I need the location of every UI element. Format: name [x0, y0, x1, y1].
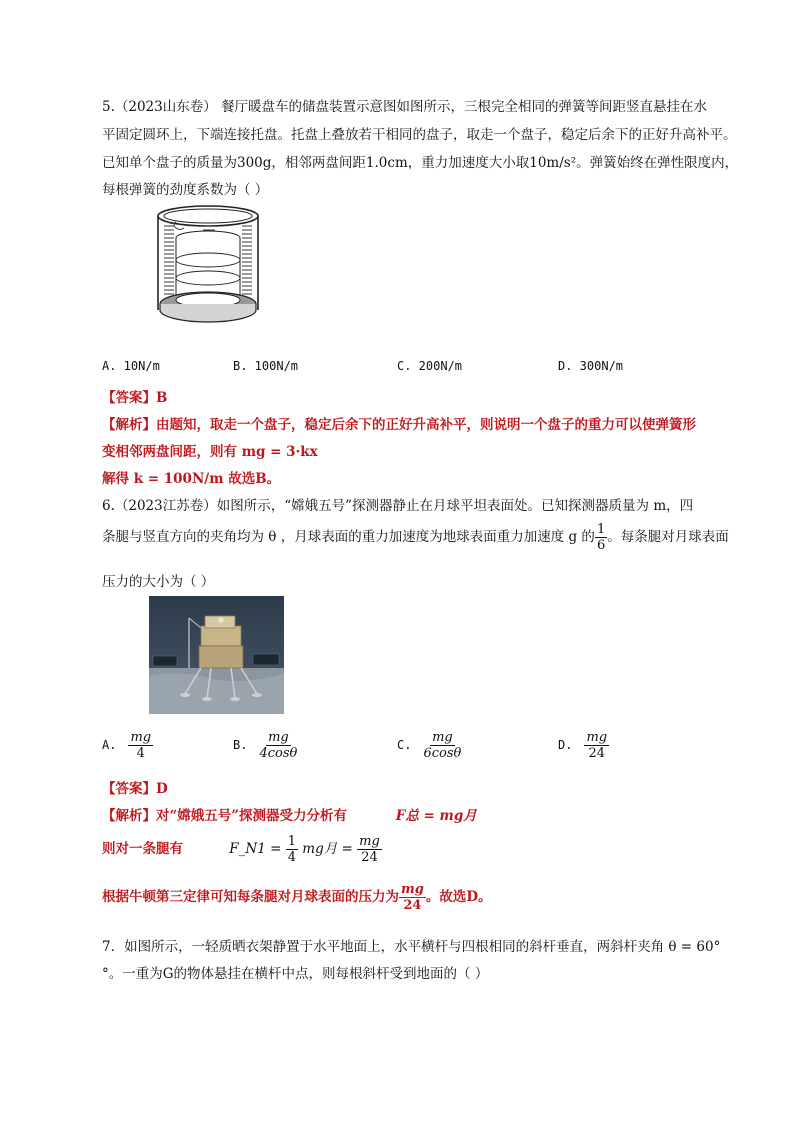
q6-option-a-denominator: 4: [136, 746, 145, 761]
q6-option-a-label: A.: [102, 738, 117, 752]
q5-stem-line1: 5.（2023山东卷） 餐厅暖盘车的储盘装置示意图如图所示，三根完全相同的弹簧等间距竖直悬挂在水: [102, 99, 708, 115]
q6-one-sixth-fraction: [595, 522, 607, 553]
q6-analysis-line1-text: 【解析】对“嫦娥五号”探测器受力分析有: [102, 808, 348, 824]
q6-analysis-24-denominator: 24: [361, 850, 378, 865]
q6-analysis-line2-eq-mid: mg月 =: [302, 841, 353, 857]
q6-analysis-line2-text: 则对一条腿有: [102, 841, 183, 857]
q6-option-b-fraction: [259, 730, 297, 761]
q6-analysis-mg-numerator: mg: [359, 834, 380, 849]
q6-option-b: [233, 730, 297, 761]
q6-analysis-line3-text: 根据牛顿第三定律可知每条腿对月球表面的压力为: [102, 889, 399, 905]
q5-option-a: A. 10N/m: [102, 359, 160, 373]
q6-stem-line2-text: 条腿与竖直方向的夹角均为 θ ，月球表面的重力加速度为地球表面重力加速度 g 的: [102, 529, 595, 545]
q6-analysis-line2: [102, 834, 382, 865]
q6-option-c-numerator: mg: [432, 730, 453, 745]
q6-stem-line2-tail: 。每条腿对月球表面: [607, 529, 729, 545]
q5-answer: 【答案】B: [102, 390, 168, 406]
q5-stem-line4: 每根弹簧的劲度系数为（ ）: [102, 182, 269, 198]
q6-analysis-line2-eq-left: F_N1 =: [229, 841, 282, 857]
q6-option-d-numerator: mg: [586, 730, 608, 745]
q6-option-c-fraction: [423, 730, 461, 761]
q5-stem-line2: 平固定圆环上，下端连接托盘。托盘上叠放若干相同的盘子，取走一个盘子，稳定后余下的正好升高补平。: [102, 127, 737, 143]
q6-option-d-denominator: 24: [588, 746, 606, 761]
q6-analysis-quarter-numerator: 1: [287, 834, 296, 849]
q5-stem-line3: 已知单个盘子的质量为300g，相邻两盘间距1.0cm，重力加速度大小取10m/s²。弹簧始终在弹性限度内，: [102, 155, 739, 171]
q6-analysis-quarter-denominator: 4: [287, 850, 296, 865]
q6-analysis-line3-numerator: mg: [401, 882, 424, 897]
q7-stem-line1: 7．如图所示，一轻质晒衣架静置于水平地面上，水平横杆与四根相同的斜杆垂直，两斜杆夹角 θ = 60°: [102, 939, 721, 955]
q6-option-a-fraction: [128, 730, 153, 761]
q5-option-c: C. 200N/m: [397, 359, 463, 373]
q6-answer: 【答案】D: [102, 781, 168, 797]
q6-option-c-denominator: 6cosθ: [423, 746, 462, 761]
q5-analysis-line3: 解得 k = 100N/m 故选B。: [102, 471, 281, 487]
q6-stem-line1: 6.（2023江苏卷）如图所示，“嫦娥五号”探测器静止在月球平坦表面处。已知探测器质量为 m，四: [102, 498, 694, 514]
q6-stem-line3: 压力的大小为（ ）: [102, 574, 215, 590]
q6-option-d-label: D.: [558, 738, 573, 752]
q6-analysis-line1-equation: F总 = mg月: [395, 808, 477, 824]
q5-option-b: B. 100N/m: [233, 359, 299, 373]
q6-analysis-line3-fraction: [399, 882, 426, 913]
q6-option-b-denominator: 4cosθ: [259, 746, 298, 761]
q6-option-d: [558, 730, 609, 761]
q6-analysis-line3-denominator: 24: [403, 898, 422, 913]
q6-option-a-numerator: mg: [130, 730, 152, 745]
q6-fraction-denominator: 6: [596, 538, 606, 553]
q6-fraction-numerator: 1: [596, 522, 606, 537]
q6-stem-line2: [102, 522, 729, 553]
q6-analysis-mg-24-fraction: [357, 834, 382, 865]
chang-e-5-lander-photo: [149, 596, 284, 714]
q6-option-a: [102, 730, 153, 761]
q6-option-c-label: C.: [397, 738, 412, 752]
spring-plate-device-figure: [148, 200, 268, 335]
q5-analysis-line1: 【解析】由题知，取走一个盘子，稳定后余下的正好升高补平，则说明一个盘子的重力可以使弹簧形: [102, 417, 696, 433]
q6-option-c: [397, 730, 461, 761]
q6-analysis-line1: [102, 804, 477, 824]
q6-option-b-numerator: mg: [268, 730, 289, 745]
q6-analysis-quarter-fraction: [286, 834, 298, 865]
q6-analysis-line3-tail: 。故选D。: [425, 889, 492, 905]
q5-option-d: D. 300N/m: [558, 359, 624, 373]
q5-analysis-line2: 变相邻两盘间距，则有 mg = 3·kx: [102, 444, 318, 460]
q6-option-d-fraction: [584, 730, 609, 761]
q6-analysis-line3: [102, 882, 492, 913]
q7-stem-line2: °。一重为G的物体悬挂在横杆中点，则每根斜杆受到地面的（ ）: [102, 966, 489, 982]
q6-option-b-label: B.: [233, 738, 248, 752]
